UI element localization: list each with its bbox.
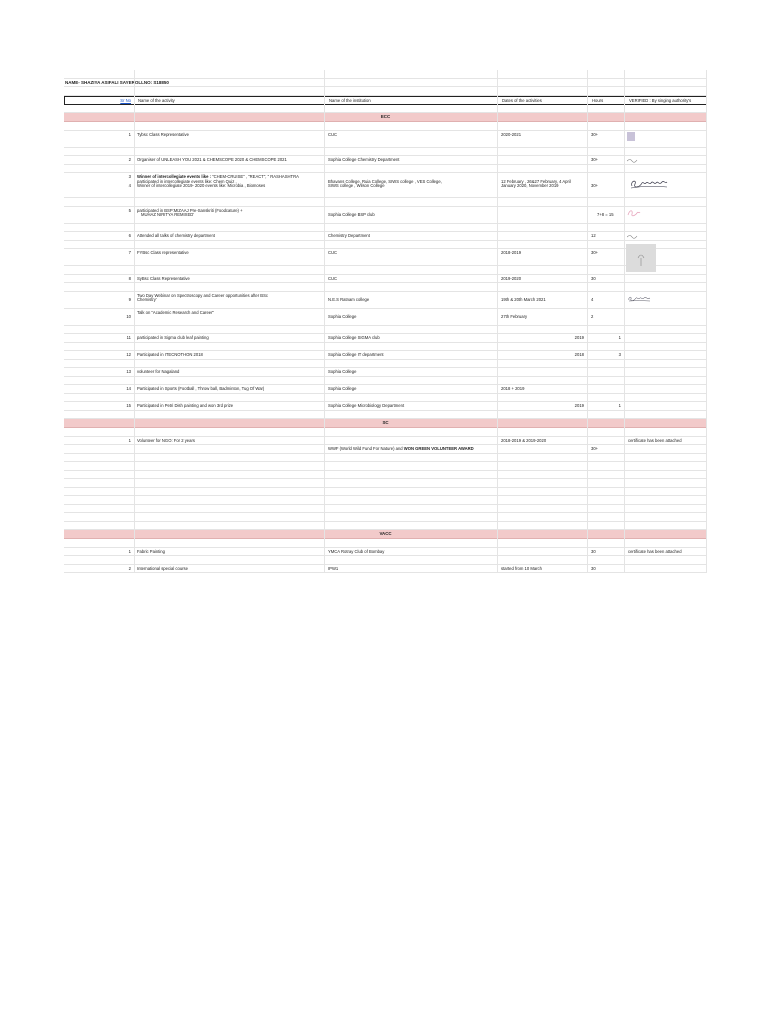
verified-cell <box>625 249 707 265</box>
table-row <box>64 232 707 241</box>
institution-value: N.E.S Ratnam college <box>328 297 370 303</box>
blank-row <box>64 122 707 131</box>
institution-value: Sophia College BSP club <box>328 212 375 218</box>
table-row <box>64 275 707 284</box>
row-sr-value: 9 <box>128 297 131 303</box>
row-dates: 2019 <box>574 403 584 408</box>
row-dates <box>498 368 587 376</box>
row-activity: Talk on "Academic Research and Career" <box>137 309 214 315</box>
blank-row <box>64 198 707 207</box>
row-dates: 2020-2021 <box>501 131 522 137</box>
row-dates <box>498 309 587 325</box>
row-dates: 2018-2019 <box>501 250 522 255</box>
verified-cell <box>625 131 707 147</box>
blank-row <box>64 148 707 157</box>
section-ecc-label: ECC <box>380 114 391 120</box>
section-sc <box>64 419 707 428</box>
verified-cell <box>625 334 707 342</box>
section-vacc-label: VACC <box>379 531 392 537</box>
row-hours <box>588 437 624 445</box>
row-hours: 1 <box>618 403 621 408</box>
row-hours <box>588 292 624 308</box>
hours-value: 4 <box>591 297 594 303</box>
blank-row <box>64 496 707 505</box>
row-activity: International special course <box>137 565 188 571</box>
institution-line-1: Bhavans College, Ruia College, SIWS college , VES College, <box>328 178 442 184</box>
verified-cell <box>625 402 707 410</box>
blank-row <box>64 556 707 565</box>
blank-row <box>64 471 707 480</box>
row-sr <box>64 445 134 453</box>
row-institution: CUC <box>328 275 338 281</box>
verified-cell <box>625 292 707 308</box>
activity-line-1: participated in BSP:MIZAAJ Pre-Sanskriti (Foodcature) + <box>137 207 243 213</box>
table-row <box>64 309 707 326</box>
table-row <box>64 173 707 198</box>
row-sr-value: 10 <box>126 314 131 320</box>
blank-row <box>64 266 707 275</box>
column-divider <box>497 70 498 573</box>
row-sr: 11 <box>126 335 131 340</box>
institution-line-2: SIWS college , Wilson College <box>328 183 385 189</box>
dates-header: Dates of the activities <box>502 97 542 103</box>
row-verified: certificate has been attached <box>628 437 682 443</box>
row-activity: volunteer for Nagaland <box>137 369 180 374</box>
column-divider <box>324 70 325 573</box>
row-institution <box>325 292 497 308</box>
row-sr-3: 3 <box>128 174 131 179</box>
activity-line-2: Chemistry' <box>137 297 157 303</box>
blank-row <box>64 539 707 548</box>
row-dates: 2018 + 2019 <box>501 386 525 391</box>
row-activity: participated in Sigma club leaf painting <box>137 335 209 340</box>
row-activity <box>134 292 324 308</box>
row-sr: 12 <box>126 352 131 357</box>
verified-cell <box>625 207 707 223</box>
verified-cell <box>625 309 707 325</box>
row-institution <box>325 309 497 325</box>
row-activity: Fabric Painting <box>137 548 165 554</box>
dates-value: 27th February <box>501 314 528 320</box>
row-sr: 7 <box>128 250 131 255</box>
blank-row <box>64 411 707 420</box>
column-divider <box>706 70 707 573</box>
section-ecc <box>64 113 707 122</box>
section-vacc <box>64 530 707 539</box>
row-sr: 1 <box>128 548 131 554</box>
row-institution: IPW1 <box>328 565 339 571</box>
blank-row <box>64 454 707 463</box>
row-hours: 1 <box>618 335 621 340</box>
row-institution: Sophia College SIGMA club <box>328 335 380 340</box>
table-row <box>64 385 707 394</box>
row-sr-4: 4 <box>128 183 131 189</box>
table-row <box>64 351 707 360</box>
row-hours: 30 <box>591 548 596 554</box>
blank-row <box>64 522 707 531</box>
row-hours: 30 <box>591 565 596 571</box>
row-sr: 2 <box>128 565 131 571</box>
blank-row <box>64 224 707 233</box>
blank-row <box>64 360 707 369</box>
table-row <box>64 368 707 377</box>
row-dates <box>498 173 587 197</box>
row-institution <box>325 445 497 453</box>
row-dates <box>498 207 587 223</box>
row-institution: Chemistry Department <box>328 233 370 238</box>
row-institution: CUC <box>328 250 338 255</box>
signature-scribble-image <box>627 158 639 163</box>
row-sr: 14 <box>126 386 131 391</box>
row-sr: 1 <box>128 437 131 443</box>
table-row <box>64 207 707 224</box>
blank-row <box>64 462 707 471</box>
verified-cell <box>625 275 707 283</box>
row-hours <box>588 309 624 325</box>
institution-value: Sophia College <box>328 314 357 320</box>
row-sr <box>64 173 134 197</box>
section-sc-label: SC <box>382 420 389 426</box>
title-row <box>64 79 707 88</box>
hours-value: 7+8 = 15 <box>597 212 614 218</box>
row-activity: Participated in Sports (Football , Throw ball, Badminton, Tug Of War) <box>137 386 265 391</box>
blank-row <box>64 283 707 292</box>
hours-value: 30+ <box>591 183 599 189</box>
blank-row <box>64 241 707 250</box>
verified-header: VERIFIED : By singing authority's <box>629 97 692 103</box>
dates-line-2: January 2020, November 2019 <box>501 183 559 189</box>
row-sr: 6 <box>128 233 131 238</box>
row-sr: 2 <box>128 157 131 162</box>
verified-cell <box>625 351 707 359</box>
blank-row <box>64 505 707 514</box>
signature-samiksha-small-image <box>628 294 652 303</box>
blank-row <box>64 326 707 335</box>
row-institution: Sophia College Microbiology Department <box>328 403 405 408</box>
row-dates: started from 10 March <box>501 565 542 571</box>
row-hours <box>588 173 624 197</box>
row-hours <box>588 207 624 223</box>
row-activity: Participated in Petri Dish painting and won 3rd prize <box>137 403 234 408</box>
row-institution <box>325 207 497 223</box>
row-dates <box>498 292 587 308</box>
row-dates: 2019-2020 <box>501 275 522 281</box>
table-row <box>64 402 707 411</box>
activity-line-2: MUHAZ NIRITYA REMIXED' <box>141 212 195 218</box>
row-institution <box>325 173 497 197</box>
verified-cell <box>625 232 707 240</box>
institution-header: Name of the institution <box>329 97 371 103</box>
table-row <box>64 548 707 557</box>
row-activity <box>134 445 324 453</box>
row-institution: Sophia College IT department <box>328 352 384 357</box>
blank-row <box>64 165 707 174</box>
row-hours: 12 <box>591 233 596 238</box>
activity-header: Name of the activity <box>138 97 175 103</box>
signature-samiksha-image <box>629 175 669 191</box>
row-institution: CUC <box>328 131 338 137</box>
row-activity <box>134 173 324 197</box>
blank-row <box>64 70 707 79</box>
signature-scribble-image <box>627 234 639 239</box>
row-activity <box>134 207 324 223</box>
blank-row <box>64 428 707 437</box>
activity-line-1: Two Day Webinar on Spectroscopy and Career opportunities after BSc <box>137 292 268 298</box>
winner-events: "CHEM-CRUISE" , "REACT", " RASHASHTRA <box>210 174 299 179</box>
table-row <box>64 445 707 454</box>
row-sr: 8 <box>128 275 131 281</box>
row-dates: 2018 <box>574 352 584 357</box>
row-activity: Volunteer for NGO: For 2 years <box>137 437 195 443</box>
blank-row <box>64 513 707 522</box>
row-dates <box>498 445 587 453</box>
table-row <box>64 292 707 309</box>
row-hours: 30+ <box>591 131 599 137</box>
verified-cell <box>625 156 707 164</box>
row-institution: Sophia College Chemistry Department <box>328 157 400 162</box>
row-verified: certificate has been attached <box>628 548 682 554</box>
table-row <box>64 437 707 446</box>
student-title: NAME- SHAZIYA ASIFALI SAYEROLLNO: S18850 <box>65 79 169 85</box>
row-activity: Attended all talks of chemistry department <box>137 233 215 238</box>
verified-cell <box>625 385 707 393</box>
row-verified <box>625 445 707 453</box>
hours-value: 2 <box>591 314 594 320</box>
table-row <box>64 156 707 165</box>
row-dates <box>498 548 587 556</box>
table-row <box>64 131 707 148</box>
spreadsheet <box>64 70 707 573</box>
row-activity: Organiser of UNLEASH YOU 2021 & CHEMSCOPE 2020 & CHEMSCOPE 2021 <box>137 157 287 162</box>
row-institution: Sophia College <box>328 369 357 374</box>
row-hours: 3 <box>618 352 621 357</box>
row-institution <box>325 437 497 445</box>
blank-row <box>64 377 707 386</box>
row-sr: 15 <box>126 403 131 408</box>
row-activity: FYBsc Class representative <box>137 250 189 255</box>
column-divider <box>624 70 625 573</box>
participated-events: participated in intercollegiate events like: Chem Quiz , <box>137 178 237 184</box>
winner-2019-events: Winner of intercollegiate 2019- 2020 events like: Microbia , Biomoses <box>137 183 266 189</box>
column-header-row <box>64 96 707 105</box>
wwf-text: WWF (World Wild Fund For Nature) and <box>328 446 404 451</box>
blank-row <box>64 394 707 403</box>
blank-row <box>64 343 707 352</box>
row-dates <box>498 232 587 240</box>
verified-cell <box>625 368 707 376</box>
row-dates: 2019 <box>574 335 584 340</box>
row-dates <box>498 156 587 164</box>
row-institution: YMCA Rotray Club of Bombay <box>328 548 385 554</box>
table-row <box>64 334 707 343</box>
winner-label: Winner of intercollegiate events like : <box>137 174 211 179</box>
row-hours <box>588 385 624 393</box>
row-sr: 5 <box>128 207 131 213</box>
signature-stamp-image <box>627 132 635 141</box>
blank-row <box>64 87 707 96</box>
blank-row <box>64 479 707 488</box>
row-hours: 30+ <box>591 157 599 162</box>
row-activity: SyBsc Class Representative <box>137 275 190 281</box>
row-institution: Sophia College <box>328 386 357 391</box>
row-sr <box>64 292 134 308</box>
row-activity: Tybsc Class Representative <box>137 131 189 137</box>
table-row <box>64 565 707 574</box>
blank-row <box>64 105 707 114</box>
verified-cell <box>625 173 707 197</box>
award-text: WON GREEN VOLUNTEER AWARD <box>403 446 474 451</box>
row-activity: Participated in ITECNOTHON 2018 <box>137 352 203 357</box>
hours-header: Hours <box>592 97 604 103</box>
column-divider <box>134 70 135 573</box>
signature-pink-image <box>626 207 642 219</box>
row-hours: 30+ <box>591 250 599 255</box>
blank-row <box>64 488 707 497</box>
sr-no-header[interactable]: Sr No <box>120 97 131 103</box>
dates-value: 19th & 20th March 2021 <box>501 297 546 303</box>
row-sr: 13 <box>126 369 131 374</box>
row-verified <box>625 565 707 573</box>
row-hours: 30 <box>591 275 596 281</box>
table-row <box>64 249 707 266</box>
row-sr <box>64 309 134 325</box>
column-divider <box>587 70 588 573</box>
row-hours <box>588 368 624 376</box>
row-hours: 30+ <box>591 446 599 451</box>
row-dates: 2018-2019 & 2019-2020 <box>501 437 547 443</box>
dates-line-1: 12 February , 26&27 February, 4 April <box>501 178 571 184</box>
row-sr: 1 <box>128 131 131 137</box>
